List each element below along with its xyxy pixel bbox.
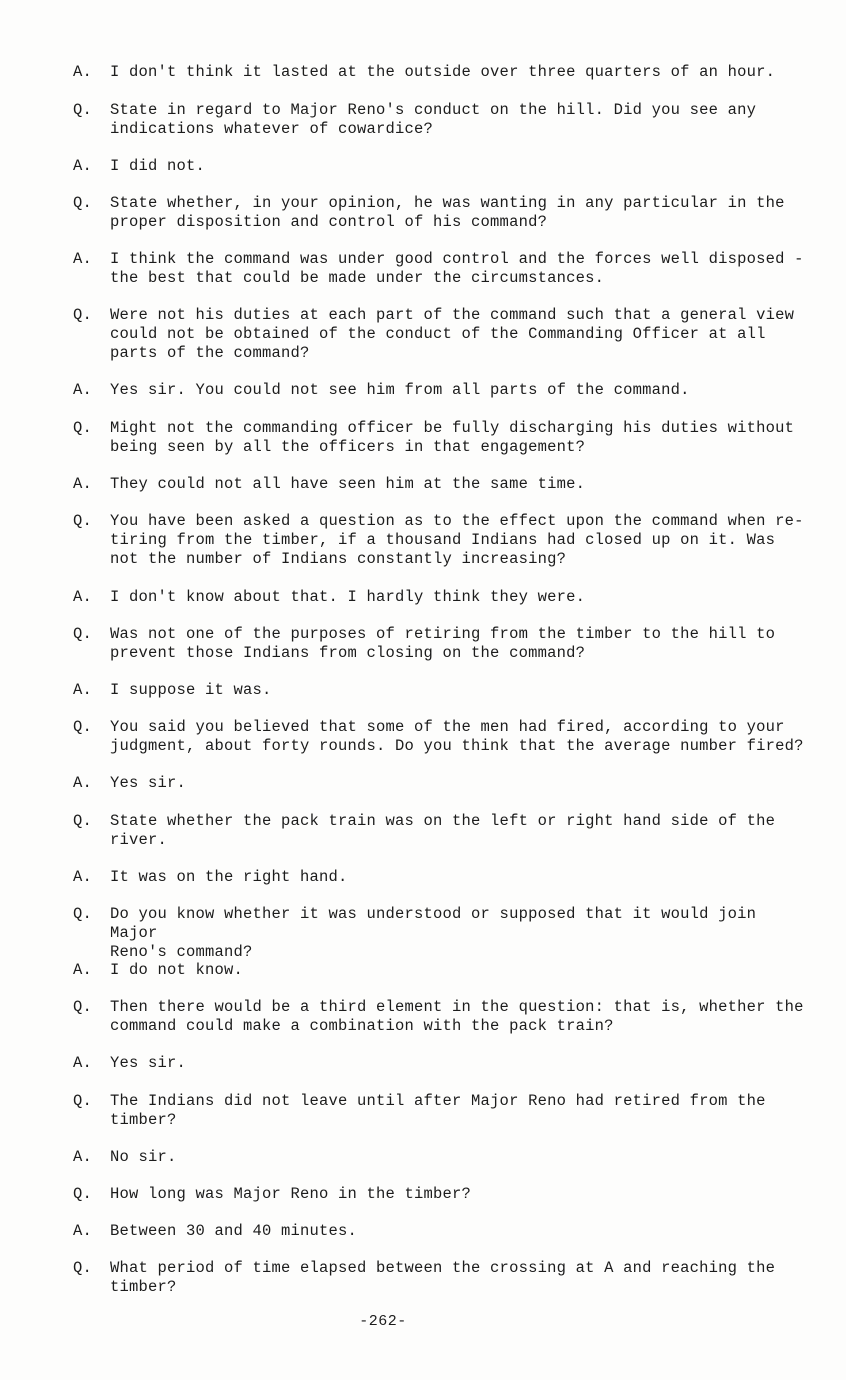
statement-text: It was on the right hand. <box>110 868 348 886</box>
speaker-marker: Q. <box>73 306 93 324</box>
speaker-marker: Q. <box>73 512 93 530</box>
speaker-marker: Q. <box>73 1092 93 1110</box>
statement-text: Might not the commanding officer be fully discharging his duties without being seen by all the officers in that engagement? <box>110 419 795 456</box>
statement-text: The Indians did not leave until after Major Reno had retired from the timber? <box>110 1092 766 1129</box>
speaker-marker: A. <box>73 157 93 175</box>
statement-text: You said you believed that some of the men had fired, according to your judgment, about forty rounds. Do you think that the average number fired? <box>110 718 804 755</box>
statement-text: No sir. <box>110 1148 177 1166</box>
statement-text: Between 30 and 40 minutes. <box>110 1222 358 1240</box>
speaker-marker: A. <box>73 381 93 399</box>
speaker-marker: A. <box>73 250 93 268</box>
speaker-marker: Q. <box>73 998 93 1016</box>
speaker-marker: A. <box>73 475 93 493</box>
statement-text: I don't think it lasted at the outside over three quarters of an hour. <box>110 63 776 81</box>
statement-text: Was not one of the purposes of retiring from the timber to the hill to prevent those Indians from closing on the command? <box>110 625 776 662</box>
statement-text: I do not know. <box>110 961 244 979</box>
statement-text: Were not his duties at each part of the command such that a general view could not be obtained of the conduct of the Commanding Officer at all parts of the command? <box>110 306 795 362</box>
speaker-marker: A. <box>73 1222 93 1240</box>
speaker-marker: Q. <box>73 718 93 736</box>
speaker-marker: Q. <box>73 1259 93 1277</box>
statement-text: They could not all have seen him at the same time. <box>110 475 586 493</box>
statement-text: Yes sir. <box>110 1054 187 1072</box>
speaker-marker: A. <box>73 1054 93 1072</box>
statement-text: How long was Major Reno in the timber? <box>110 1185 472 1203</box>
page-number: -262- <box>359 1313 407 1330</box>
statement-text: I suppose it was. <box>110 681 272 699</box>
speaker-marker: Q. <box>73 625 93 643</box>
statement-text: I don't know about that. I hardly think they were. <box>110 588 586 606</box>
speaker-marker: Q. <box>73 812 93 830</box>
speaker-marker: A. <box>73 681 93 699</box>
statement-text: Yes sir. <box>110 774 187 792</box>
statement-text: State whether, in your opinion, he was wanting in any particular in the proper disposition and control of his command? <box>110 194 785 231</box>
statement-text: I think the command was under good control and the forces well disposed - the best that could be made under the circumstances. <box>110 250 804 287</box>
speaker-marker: Q. <box>73 1185 93 1203</box>
statement-text: What period of time elapsed between the crossing at A and reaching the timber? <box>110 1259 776 1296</box>
speaker-marker: Q. <box>73 419 93 437</box>
statement-text: You have been asked a question as to the effect upon the command when re- tiring from the timber, if a thousand Indians had closed up on it. Was not the number of Indians constantly increasing? <box>110 512 804 568</box>
speaker-marker: A. <box>73 63 93 81</box>
speaker-marker: A. <box>73 774 93 792</box>
speaker-marker: Q. <box>73 905 93 923</box>
statement-text: State whether the pack train was on the left or right hand side of the river. <box>110 812 776 849</box>
speaker-marker: A. <box>73 961 93 979</box>
speaker-marker: A. <box>73 868 93 886</box>
statement-text: I did not. <box>110 157 206 175</box>
statement-text: State in regard to Major Reno's conduct on the hill. Did you see any indications whatever of cowardice? <box>110 101 757 138</box>
speaker-marker: A. <box>73 588 93 606</box>
speaker-marker: Q. <box>73 194 93 212</box>
statement-text: Yes sir. You could not see him from all parts of the command. <box>110 381 690 399</box>
statement-text: Do you know whether it was understood or supposed that it would join Major Reno's command? <box>110 905 757 961</box>
speaker-marker: Q. <box>73 101 93 119</box>
statement-text: Then there would be a third element in the question: that is, whether the command could make a combination with the pack train? <box>110 998 804 1035</box>
speaker-marker: A. <box>73 1148 93 1166</box>
